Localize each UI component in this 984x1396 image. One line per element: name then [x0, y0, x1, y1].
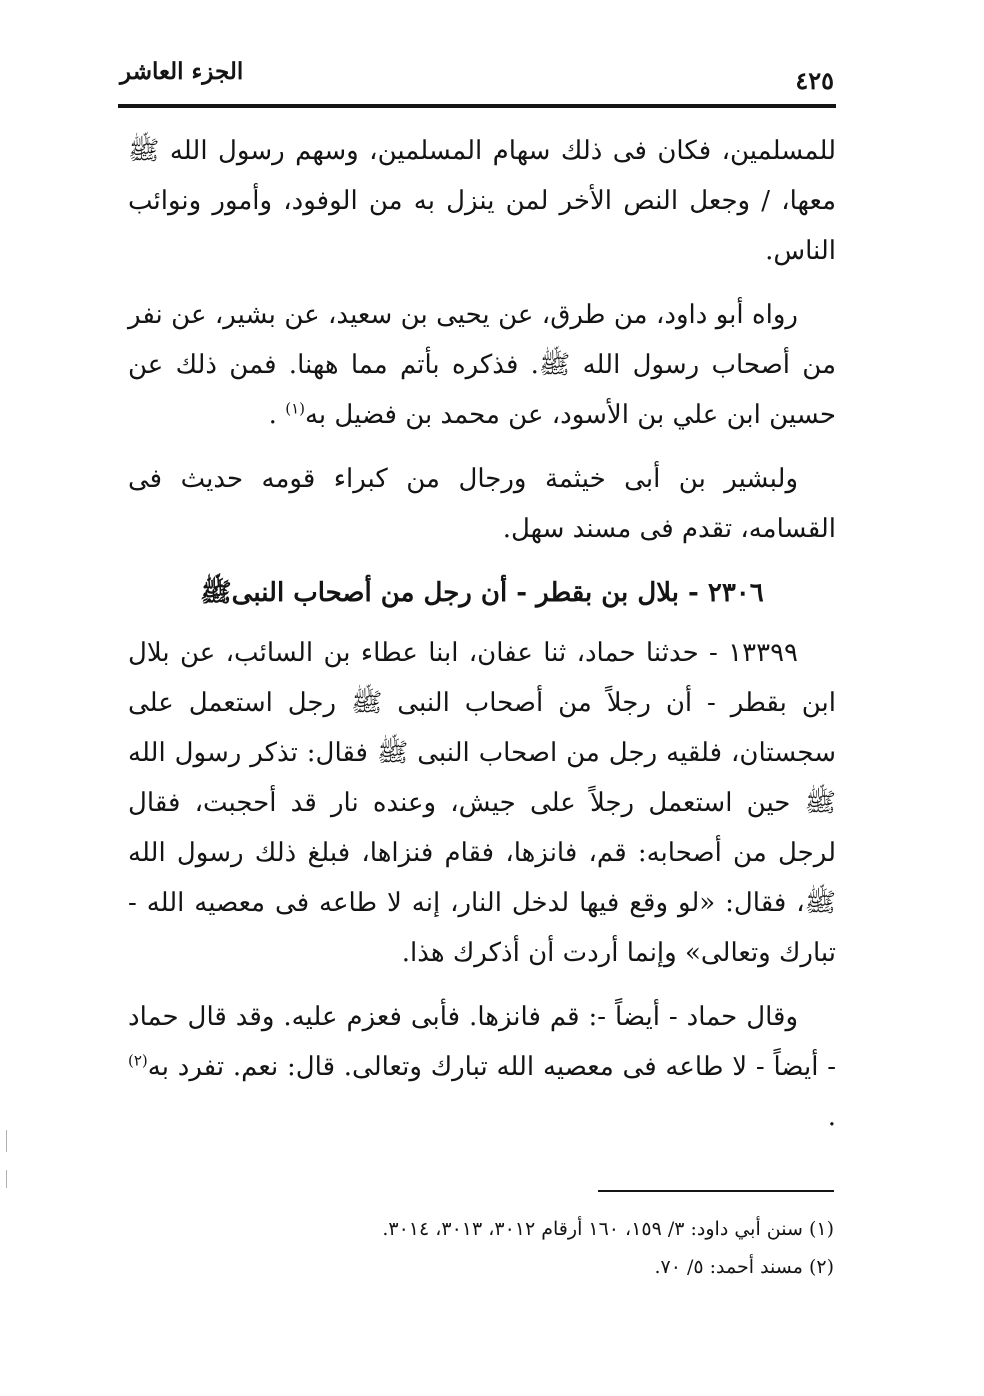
paragraph-with-note [128, 290, 836, 440]
section-heading: ٢٣٠٦ - بلال بن بقطر - أن رجل من أصحاب النبىﷺ [200, 578, 764, 608]
paragraph: للمسلمين، فكان فى ذلك سهام المسلمين، وسهم رسول الله ﷺ معها، / وجعل النص الأخر لمن ينزل به من الوفود، وأمور ونوائب الناس. [128, 136, 836, 266]
footnotes [300, 1210, 834, 1286]
margin-mark [6, 1130, 7, 1152]
footnote-ref: (٢) [128, 1051, 148, 1070]
page-number: ٤٢٥ [795, 66, 834, 95]
page-body [128, 126, 836, 1156]
footnote-ref: (١) [285, 399, 305, 418]
page-header [120, 52, 834, 102]
footnote-rule [598, 1190, 834, 1192]
paragraph-end: . [827, 1102, 836, 1132]
footnote: (٢) مسند أحمد: ٥/ ٧٠. [654, 1256, 834, 1278]
paragraph: ولبشير بن أبى خيثمة ورجال من كبراء قومه حديث فى القسامه، تقدم فى مسند سهل. [128, 464, 836, 544]
paragraph-text: وقال حماد - أيضاً -: قم فانزها. فأبى فعزم عليه. وقد قال حماد - أيضاً - لا طاعه فى معصيه الله تبارك وتعالى. قال: نعم. تفرد به [128, 1002, 836, 1082]
part-title: الجزء العاشر [120, 58, 244, 85]
footnote: (١) سنن أبي داود: ٣/ ١٥٩، ١٦٠ أرقام ٣٠١٢، ٣٠١٣، ٣٠١٤. [382, 1218, 834, 1240]
header-rule [118, 104, 836, 108]
hadith-paragraph: ١٣٣٩٩ - حدثنا حماد، ثنا عفان، ابنا عطاء بن السائب، عن بلال ابن بقطر - أن رجلاً من أصحاب النبى ﷺ رجل استعمل على سجستان، فلقيه رجل من اصحاب النبى ﷺ فقال: تذكر رسول الله ﷺ حين استعمل رجلاً على جيش، وعنده نار قد أحجبت، فقال لرجل من أصحابه: قم، فانزها، فقام فنزاها، فبلغ ذلك رسول الله ﷺ، فقال: «لو وقع فيها لدخل النار، إنه لا طاعه فى معصيه الله - تبارك وتعالى» وإنما أردت أن أذكرك هذا. [128, 638, 836, 968]
paragraph-end: . [268, 400, 277, 430]
paragraph-with-note [128, 992, 836, 1142]
paragraph-text: رواه أبو داود، من طرق، عن يحيى بن سعيد، عن بشير، عن نفر من أصحاب رسول الله ﷺ. فذكره بأتم مما ههنا. فمن ذلك عن حسين ابن علي بن الأسود، عن محمد بن فضيل به [128, 300, 836, 430]
margin-mark [6, 1170, 7, 1188]
